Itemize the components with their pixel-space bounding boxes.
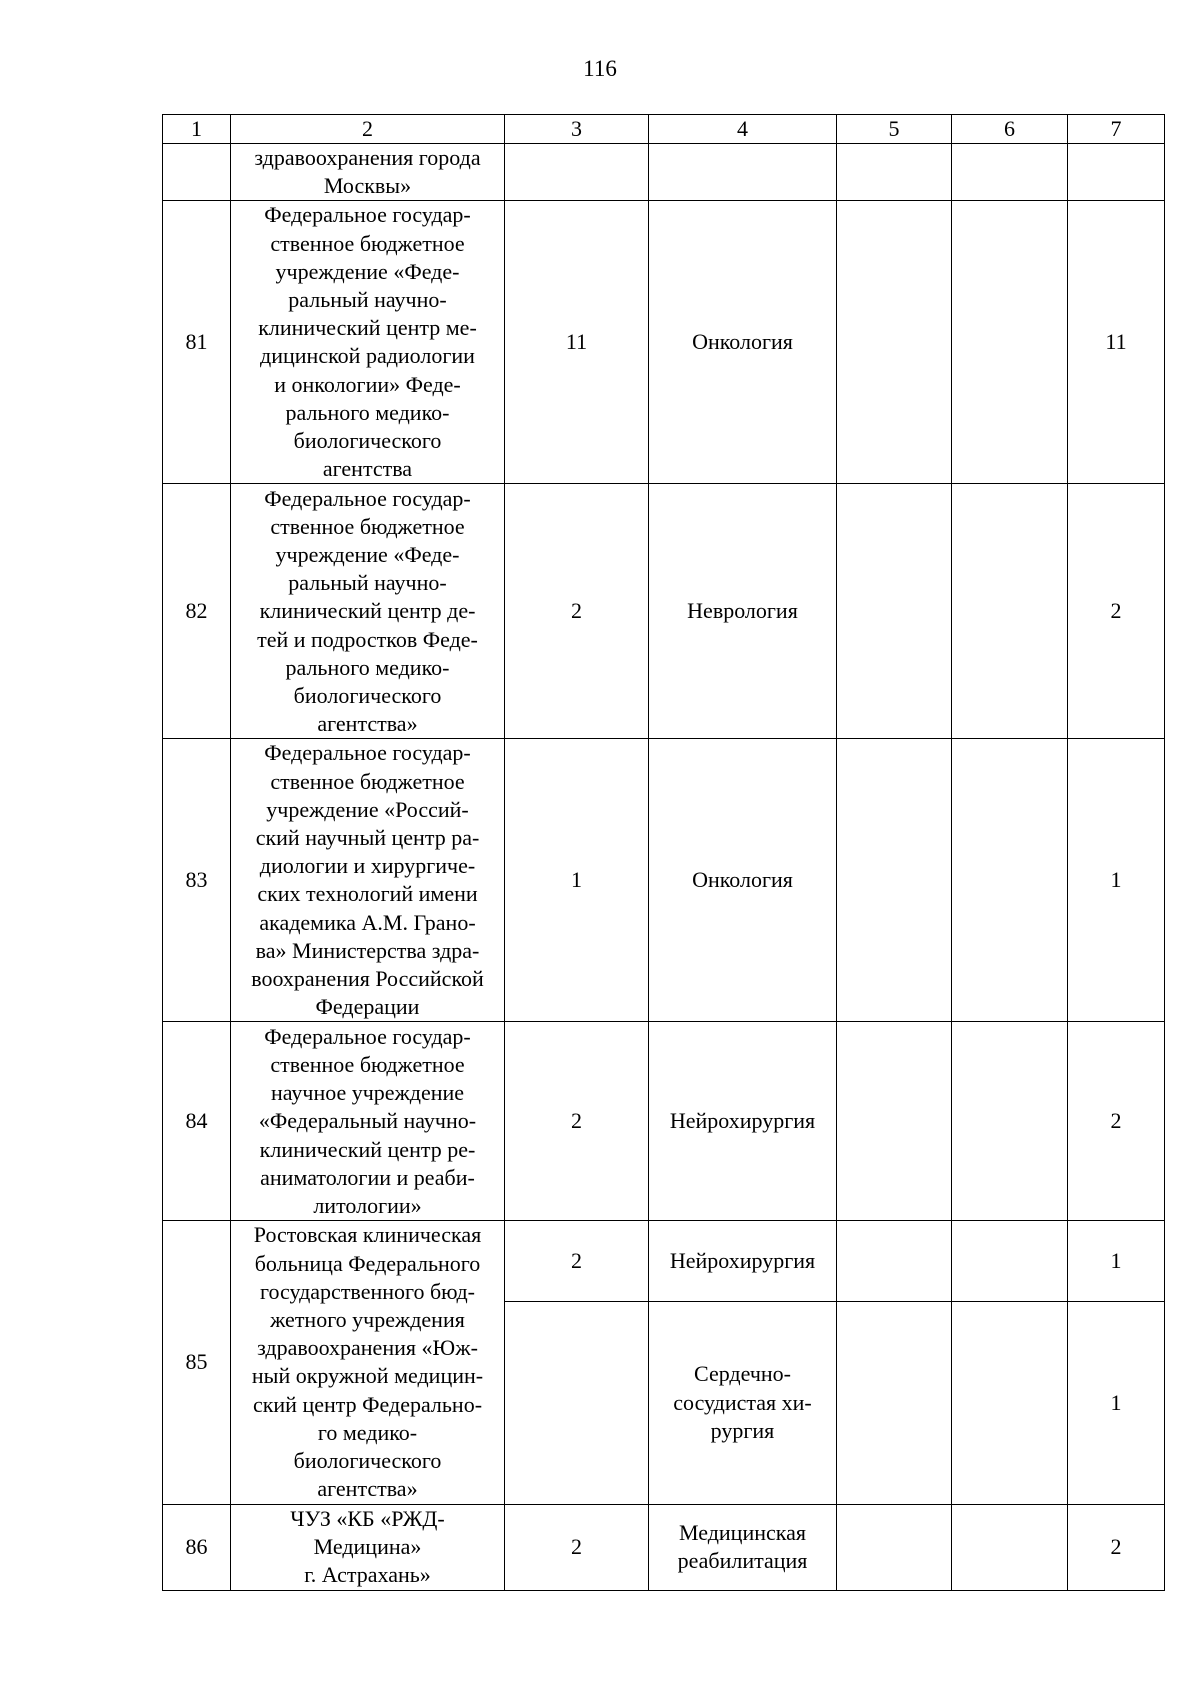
col5-cell: [837, 1022, 952, 1221]
col7-cell: 2: [1068, 484, 1165, 739]
page-number: 116: [583, 56, 617, 81]
col6-cell: [952, 1302, 1068, 1504]
table-header-row: [163, 115, 1165, 144]
col7-cell: 2: [1068, 1022, 1165, 1221]
beds-cell: 2: [505, 1504, 649, 1590]
column-header: 7: [1068, 115, 1165, 144]
table-row-85: [163, 1221, 1165, 1302]
beds-cell: [505, 1302, 649, 1504]
row-number-cell: 82: [163, 484, 231, 739]
table-row-81: [163, 201, 1165, 484]
column-header: 4: [649, 115, 837, 144]
table-row-continuation: [163, 144, 1165, 201]
table-row-86: [163, 1504, 1165, 1590]
profile-cell: Нейрохирургия: [649, 1022, 837, 1221]
organization-cell: Федеральное государ- ственное бюджетное учреждение «Феде- ральный научно- клинический центр ме- дицинской радиологии и онкологии» Феде- рального медико- биологического агентства: [231, 201, 505, 484]
column-header: 2: [231, 115, 505, 144]
row-number-cell: 86: [163, 1504, 231, 1590]
row-number-cell: 83: [163, 739, 231, 1022]
col7-cell: 2: [1068, 1504, 1165, 1590]
organization-cell: Федеральное государ- ственное бюджетное учреждение «Феде- ральный научно- клинический центр де- тей и подростков Феде- рального медико- биологического агентства»: [231, 484, 505, 739]
table-row-84: [163, 1022, 1165, 1221]
organization-cell: ЧУЗ «КБ «РЖД- Медицина» г. Астрахань»: [231, 1504, 505, 1590]
col5-cell: [837, 484, 952, 739]
table-row-82: [163, 484, 1165, 739]
col7-cell: [1068, 144, 1165, 201]
col6-cell: [952, 1504, 1068, 1590]
profile-cell: Медицинская реабилитация: [649, 1504, 837, 1590]
beds-cell: [505, 144, 649, 201]
col5-cell: [837, 1221, 952, 1302]
row-number-cell: 81: [163, 201, 231, 484]
col5-cell: [837, 1302, 952, 1504]
profile-cell: Неврология: [649, 484, 837, 739]
col7-cell: 1: [1068, 1221, 1165, 1302]
beds-cell: 11: [505, 201, 649, 484]
beds-cell: 2: [505, 1022, 649, 1221]
profile-cell: Нейрохирургия: [649, 1221, 837, 1302]
beds-cell: 2: [505, 484, 649, 739]
column-header: 1: [163, 115, 231, 144]
profile-cell: Онкология: [649, 739, 837, 1022]
data-table: [162, 114, 1165, 1591]
col6-cell: [952, 144, 1068, 201]
organization-cell: Федеральное государ- ственное бюджетное научное учреждение «Федеральный научно- клинический центр ре- аниматологии и реаби- литологии»: [231, 1022, 505, 1221]
col6-cell: [952, 484, 1068, 739]
organization-cell: Федеральное государ- ственное бюджетное учреждение «Россий- ский научный центр ра- диологии и хирургиче- ских технологий имени академика А.М. Грано- ва» Министерства здра- воохранения Российской Федерации: [231, 739, 505, 1022]
col6-cell: [952, 1022, 1068, 1221]
row-number-cell: 84: [163, 1022, 231, 1221]
column-header: 5: [837, 115, 952, 144]
col6-cell: [952, 1221, 1068, 1302]
col7-cell: 1: [1068, 739, 1165, 1022]
col7-cell: 1: [1068, 1302, 1165, 1504]
col6-cell: [952, 201, 1068, 484]
table-row-83: [163, 739, 1165, 1022]
organization-cell: Ростовская клиническая больница Федерального государственного бюд- жетного учреждения здравоохранения «Юж- ный окружной медицин- ский центр Федерально- го медико- биологического агентства»: [231, 1221, 505, 1504]
profile-cell: Сердечно- сосудистая хи- рургия: [649, 1302, 837, 1504]
column-header: 3: [505, 115, 649, 144]
col6-cell: [952, 739, 1068, 1022]
organization-cell: здравоохранения города Москвы»: [231, 144, 505, 201]
col5-cell: [837, 201, 952, 484]
col7-cell: 11: [1068, 201, 1165, 484]
profile-cell: [649, 144, 837, 201]
row-number-cell: 85: [163, 1221, 231, 1504]
beds-cell: 2: [505, 1221, 649, 1302]
col5-cell: [837, 1504, 952, 1590]
profile-cell: Онкология: [649, 201, 837, 484]
beds-cell: 1: [505, 739, 649, 1022]
col5-cell: [837, 144, 952, 201]
row-number-cell: [163, 144, 231, 201]
col5-cell: [837, 739, 952, 1022]
column-header: 6: [952, 115, 1068, 144]
